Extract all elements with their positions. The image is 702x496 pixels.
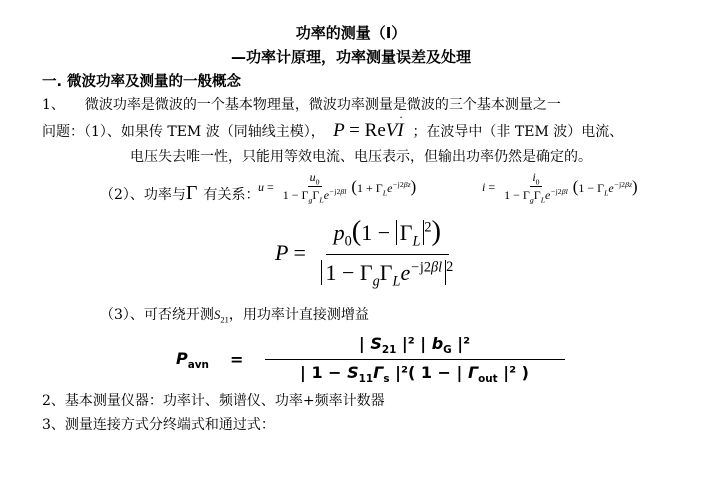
equation-u: u = $\frac{u_0}{1 - \Gamma_g\Gamma_Le^{-j2\beta l}}$ $(1 + \Gamma_Le^{-j2\beta z})$ [258,170,417,205]
item1-line2: 问题：（1）、如果传 TEM 波（同轴线主模）， P = ReVI · ；在波导中（非 TEM 波）电流、 [42,110,624,141]
equation-i: i = $\frac{i_0}{1 - \Gamma_g\Gamma_Le^{-j2\beta l}}$ $(1 - \Gamma_Le^{-j2\beta z})$ [482,170,638,205]
equation-p: P = $\frac{p_0(1 - \Gamma_L^2)}{1 - \Gamma_g\Gamma_Le^{-j2\beta l} ^2}$ [275,216,454,290]
item-number: 2、 [42,393,65,409]
item-number: 1、 [42,97,65,113]
page-title: 功率的测量（Ⅰ） [295,24,407,42]
page-subtitle: —功率计原理，功率测量误差及处理 [230,48,471,66]
item1-line4: （2）、功率与Γ 有关系： [100,182,260,204]
power-formula: P = ReVI · [333,110,404,141]
section-heading: 一. 微波功率及测量的一般概念 [42,74,242,90]
item3-paragraph [42,414,275,434]
item1-paragraph [42,94,561,114]
item1-line3: 电压失去唯一性，只能用等效电流、电压表示，但输出功率仍然是确定的。 [130,149,592,165]
equation-pavn: $P_{avn}$ = $\frac{| S_{21} |^2 | b_G |^2}{| 1 - S_{11}\Gamma_s |^2( 1 - | \Gamma_{out} |^2 )}$ [176,334,565,385]
gamma-symbol: Γ [185,182,198,204]
item1-line1: 微波功率是微波的一个基本物理量，微波功率测量是微波的三个基本测量之一 [84,97,561,113]
item1-line5: （3）、可否绕开测$S_{21}$，用功率计直接测增益 [100,307,369,325]
item3-text: 测量连接方式分终端式和通过式： [64,417,275,433]
item-number: 3、 [42,417,65,433]
item2-text: 基本测量仪器：功率计、频谱仪、功率+频率计数器 [64,393,385,409]
item2-paragraph [42,390,385,410]
